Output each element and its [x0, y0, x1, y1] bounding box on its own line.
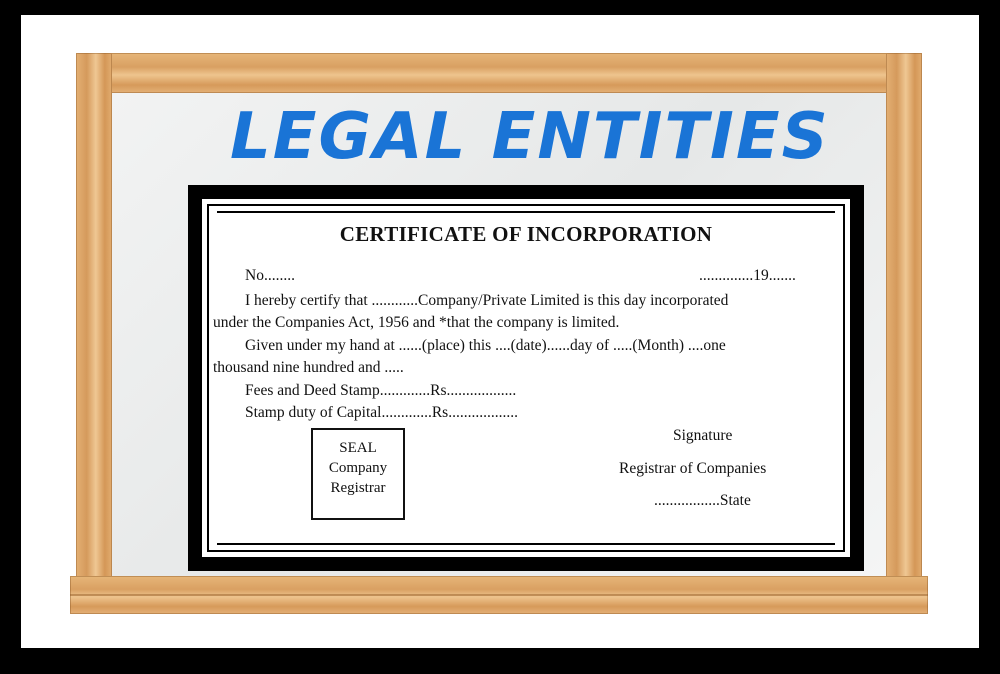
certificate-line-1: I hereby certify that ............Company/Private Limited is this day incorporated [245, 292, 729, 309]
certificate-year: ..............19....... [699, 267, 796, 284]
frame-bottom-rail [70, 576, 928, 614]
headline: LEGAL ENTITIES [230, 100, 830, 174]
certificate-line-2: under the Companies Act, 1956 and *that the company is limited. [213, 314, 620, 331]
frame-right-rail [886, 53, 922, 578]
seal-box [311, 428, 405, 520]
seal-registrar: Registrar [330, 480, 386, 496]
fees-line: Fees and Deed Stamp.............Rs.................. [245, 382, 517, 399]
stamp-duty-line: Stamp duty of Capital.............Rs.................. [245, 404, 518, 421]
certificate-line-4: thousand nine hundred and ..... [213, 359, 404, 376]
seal-label: SEAL [339, 440, 377, 456]
certificate-top-rule [217, 211, 835, 213]
frame-top-rail [76, 53, 922, 93]
certificate-number: No........ [245, 267, 295, 284]
registrar-label: Registrar of Companies [619, 460, 767, 477]
certificate-bottom-rule [217, 543, 835, 545]
certificate-line-3: Given under my hand at ......(place) this ....(date)......day of .....(Month) ....one [245, 337, 726, 354]
certificate [188, 185, 864, 571]
certificate-body [207, 204, 845, 552]
state-line: .................State [654, 492, 751, 509]
frame-left-rail [76, 53, 112, 578]
signature-label: Signature [673, 427, 733, 444]
seal-company: Company [328, 460, 388, 476]
certificate-title: CERTIFICATE OF INCORPORATION [339, 222, 713, 246]
